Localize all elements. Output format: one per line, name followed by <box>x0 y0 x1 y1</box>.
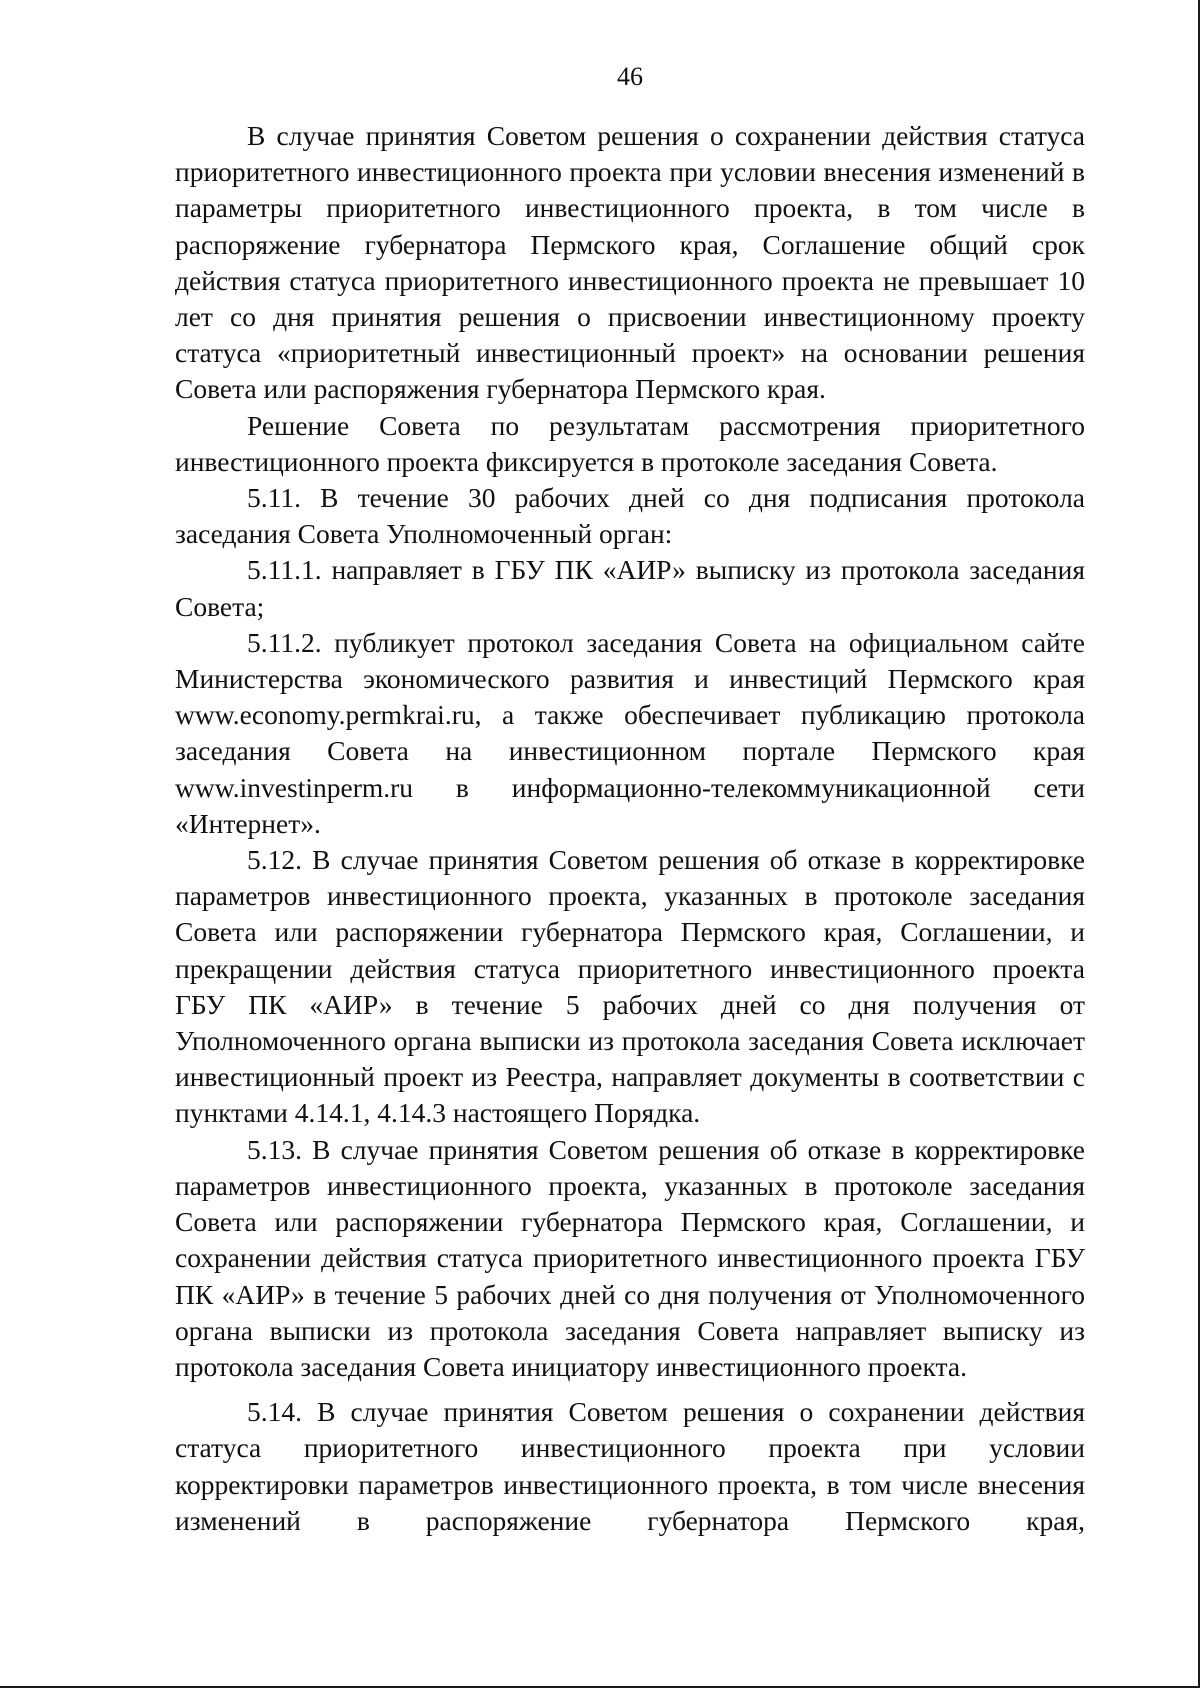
paragraph: 5.12. В случае принятия Советом решения об отказе в корректировке параметров инвестиционного проекта, указанных в протоколе заседания Совета или распоряжении губернатора Пермского края, Соглашении, и прекращении действия статуса приоритетного инвестиционного проекта ГБУ ПК «АИР» в течение 5 рабочих дней со дня получения от Уполномоченного органа выписки из протокола заседания Совета исключает инвестиционный проект из Реестра, направляет документы в соответствии с пунктами 4.14.1, 4.14.3 настоящего Порядка. <box>175 844 1085 1129</box>
paragraph: В случае принятия Советом решения о сохранении действия статуса приоритетного инвестиционного проекта при условии внесения изменений в параметры приоритетного инвестиционного проекта, в том числе в распоряжение губернатора Пермского края, Соглашение общий срок действия статуса приоритетного инвестиционного проекта не превышает 10 лет со дня принятия решения о присвоении инвестиционному проекту статуса «приоритетный инвестиционный проект» на основании решения Совета или распоряжения губернатора Пермского края. <box>175 120 1085 405</box>
page-number: 46 <box>617 62 643 91</box>
paragraph: 5.13. В случае принятия Советом решения об отказе в корректировке параметров инвестиционного проекта, указанных в протоколе заседания Совета или распоряжении губернатора Пермского края, Соглашении, и сохранении действия статуса приоритетного инвестиционного проекта ГБУ ПК «АИР» в течение 5 рабочих дней со дня получения от Уполномоченного органа выписки из протокола заседания Совета направляет выписку из протокола заседания Совета инициатору инвестиционного проекта. <box>175 1133 1085 1382</box>
paragraph: 5.11.2. публикует протокол заседания Совета на официальном сайте Министерства экономического развития и инвестиций Пермского края www.economy.permkrai.ru, а также обеспечивает публикацию протокола заседания Совета на инвестиционном портале Пермского края www.investinperm.ru в информационно-телекоммуникационной сети «Интернет». <box>175 626 1085 839</box>
paragraph: 5.11.1. направляет в ГБУ ПК «АИР» выписку из протокола заседания Совета; <box>175 554 1085 622</box>
paragraph: Решение Совета по результатам рассмотрения приоритетного инвестиционного проекта фиксируется в протоколе заседания Совета. <box>175 409 1085 477</box>
paragraph: 5.11. В течение 30 рабочих дней со дня подписания протокола заседания Совета Уполномоченный орган: <box>175 482 1085 550</box>
paragraph: 5.14. В случае принятия Советом решения о сохранении действия статуса приоритетного инвестиционного проекта при условии корректировки параметров инвестиционного проекта, в том числе внесения изменений в распоряжение губернатора Пермского края, <box>175 1396 1085 1536</box>
document-body <box>175 118 1085 1539</box>
